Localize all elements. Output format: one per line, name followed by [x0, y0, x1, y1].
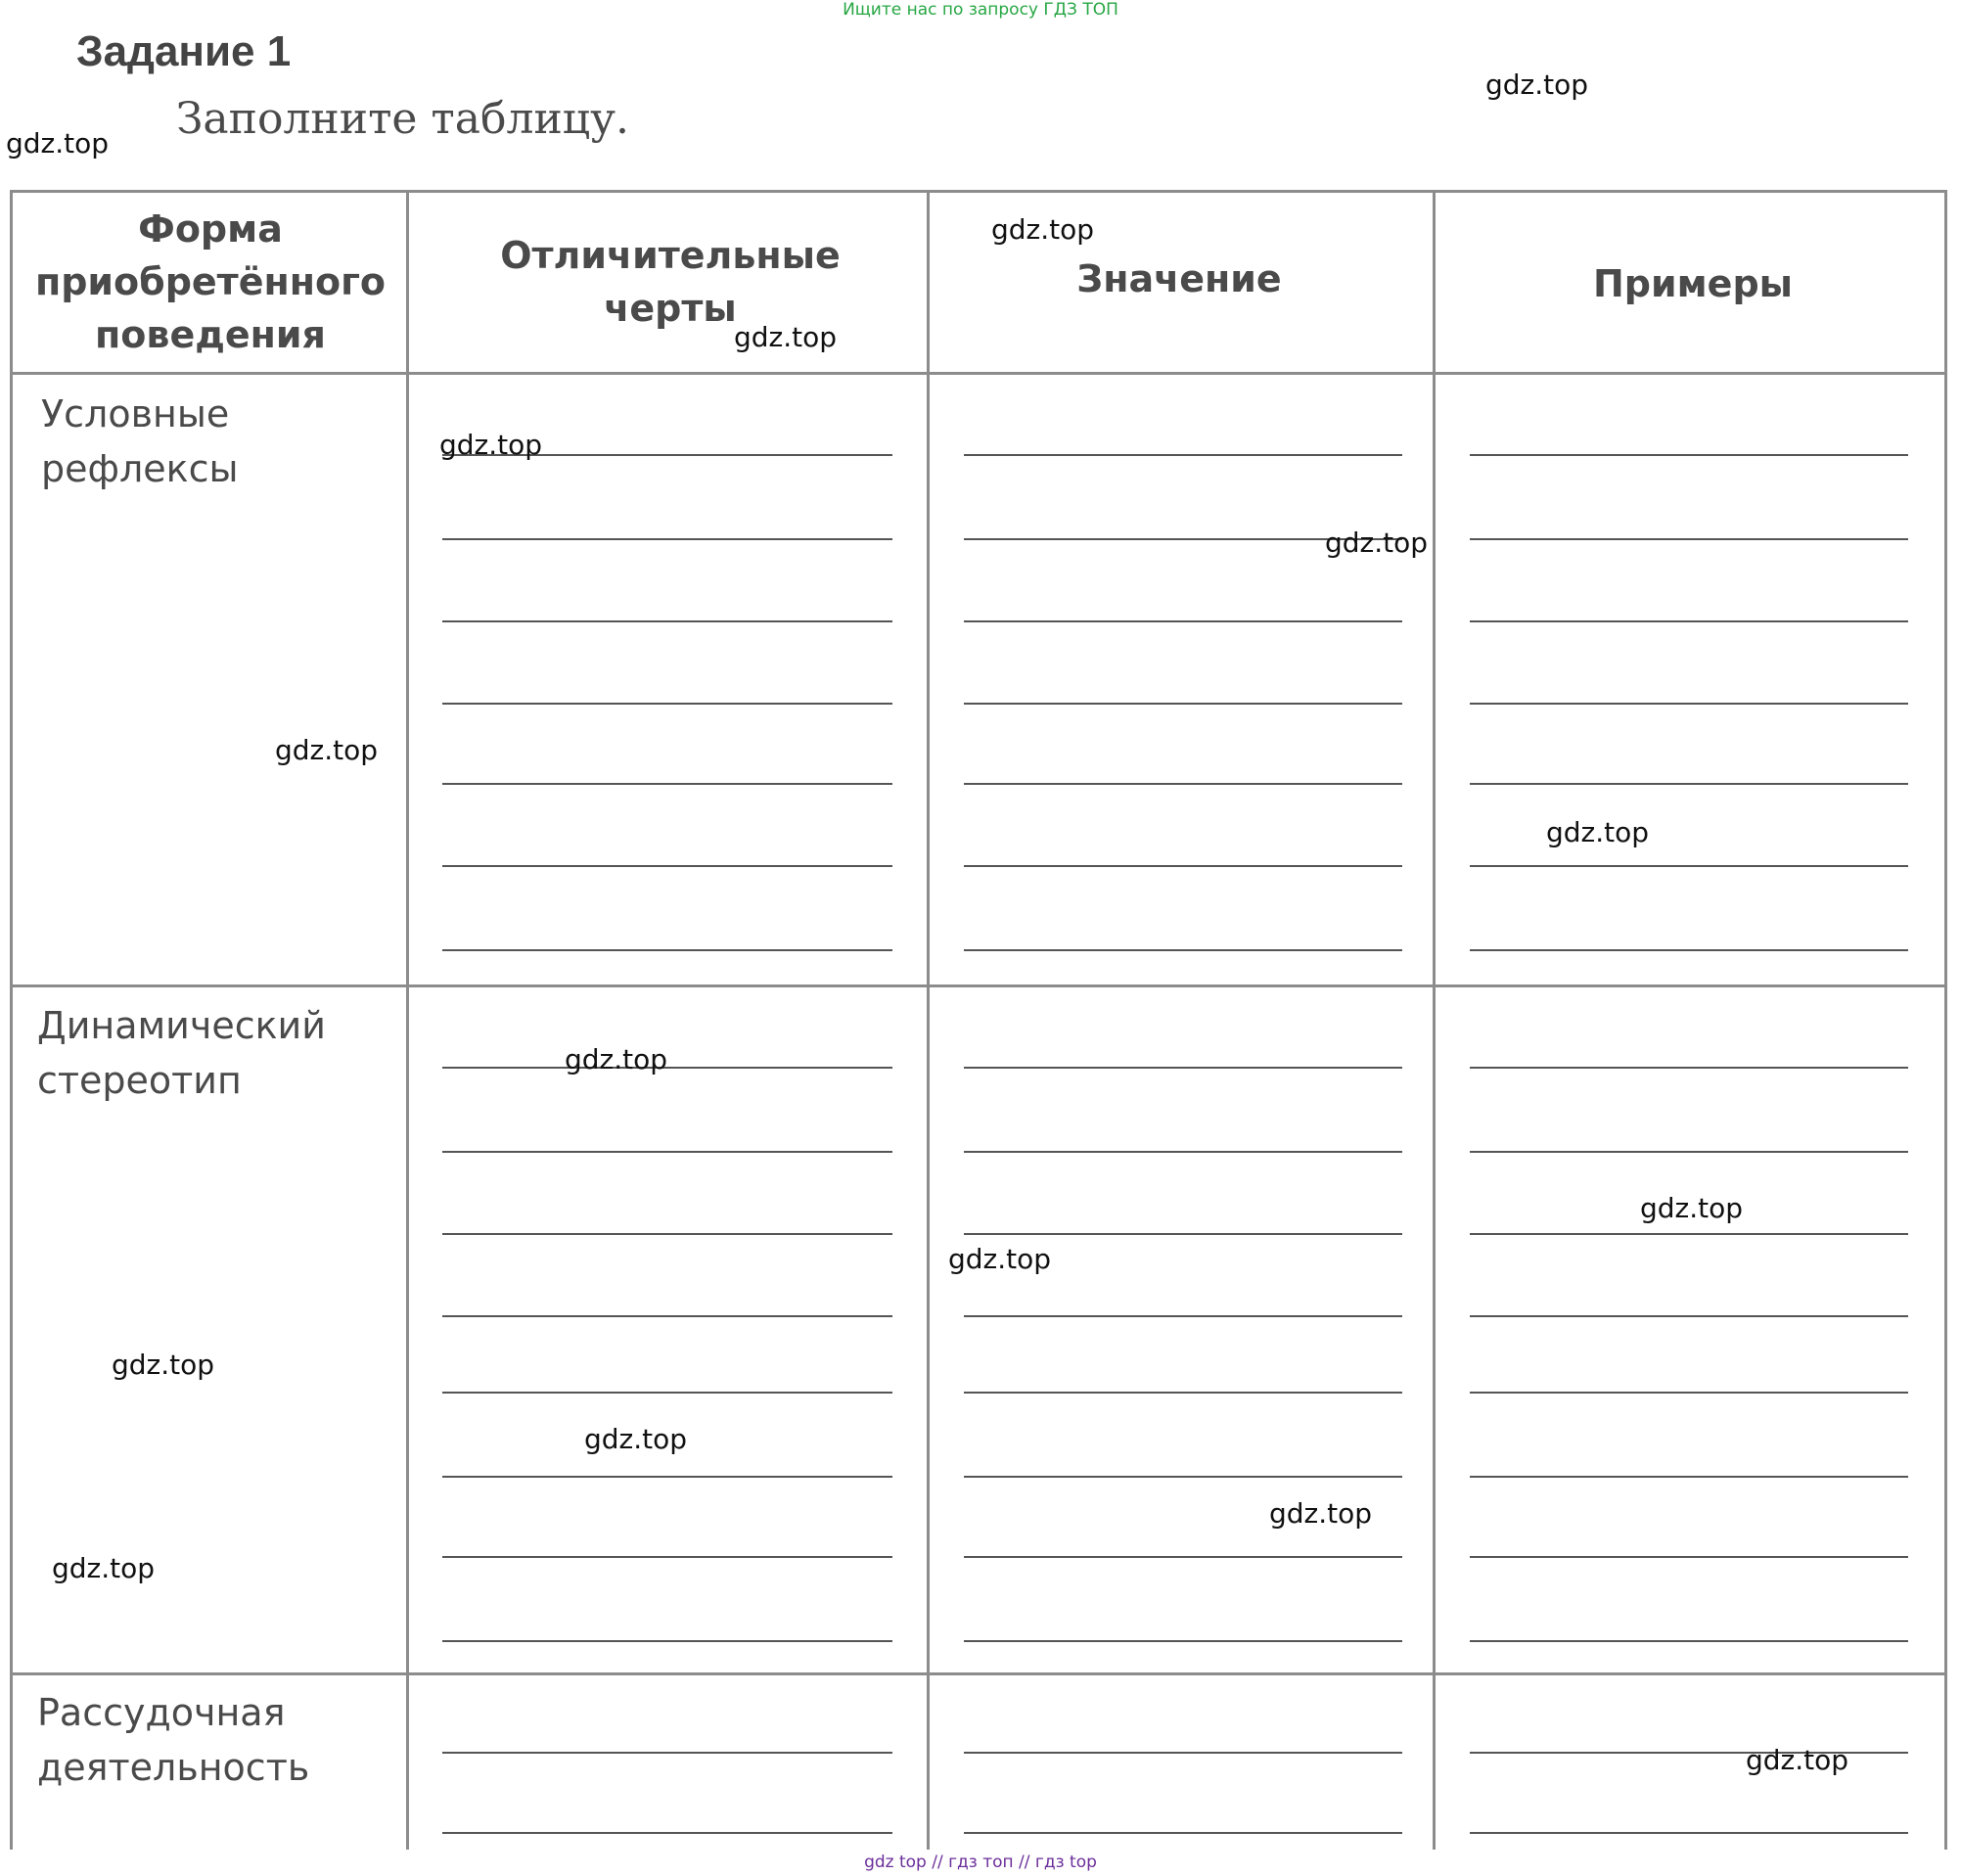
- watermark: gdz.top: [439, 429, 543, 461]
- answer-blank-line[interactable]: [964, 783, 1402, 785]
- answer-blank-line[interactable]: [964, 620, 1402, 622]
- top-banner[interactable]: Ищите нас по запросу ГДЗ ТОП: [843, 0, 1118, 20]
- table-header-divider: [10, 372, 1947, 375]
- table-row-divider: [10, 984, 1947, 987]
- watermark: gdz.top: [1325, 526, 1429, 559]
- answer-blank-line[interactable]: [964, 1556, 1402, 1558]
- answer-blank-line[interactable]: [964, 1315, 1402, 1317]
- footer-links[interactable]: gdz top // гдз топ // гдз top: [864, 1853, 1097, 1872]
- answer-blank-line[interactable]: [442, 620, 892, 622]
- answer-blank-line[interactable]: [964, 1832, 1402, 1834]
- header-features: Отличительные черты: [500, 233, 841, 330]
- answer-blank-line[interactable]: [964, 865, 1402, 867]
- watermark: gdz.top: [6, 127, 110, 160]
- answer-blank-line[interactable]: [1470, 620, 1908, 622]
- answer-blank-line[interactable]: [442, 783, 892, 785]
- answer-blank-line[interactable]: [1470, 1556, 1908, 1558]
- task-title: Задание 1: [76, 27, 292, 75]
- task-instruction: Заполните таблицу.: [176, 94, 629, 144]
- header-form: Форма приобретённого поведения: [34, 206, 387, 356]
- answer-blank-line[interactable]: [442, 1392, 892, 1394]
- answer-blank-line[interactable]: [442, 949, 892, 951]
- watermark: gdz.top: [734, 321, 838, 353]
- answer-blank-line[interactable]: [964, 949, 1402, 951]
- answer-blank-line[interactable]: [1470, 1233, 1908, 1235]
- answer-blank-line[interactable]: [442, 1315, 892, 1317]
- answer-blank-line[interactable]: [442, 1476, 892, 1478]
- answer-blank-line[interactable]: [1470, 1151, 1908, 1153]
- answer-blank-line[interactable]: [964, 703, 1402, 705]
- answer-blank-line[interactable]: [1470, 783, 1908, 785]
- answer-blank-line[interactable]: [964, 1752, 1402, 1754]
- answer-blank-line[interactable]: [442, 1233, 892, 1235]
- answer-blank-line[interactable]: [442, 1151, 892, 1153]
- watermark: gdz.top: [52, 1552, 156, 1584]
- watermark: gdz.top: [1269, 1497, 1373, 1530]
- answer-blank-line[interactable]: [1470, 1832, 1908, 1834]
- watermark: gdz.top: [948, 1243, 1052, 1275]
- watermark: gdz.top: [565, 1043, 668, 1075]
- row-label-dynamic-stereotype: Динамический стереотип: [37, 1004, 326, 1102]
- table-column-divider: [406, 190, 409, 1850]
- watermark: gdz.top: [584, 1423, 688, 1455]
- answer-blank-line[interactable]: [964, 1640, 1402, 1642]
- watermark: gdz.top: [1640, 1192, 1744, 1224]
- watermark: gdz.top: [1746, 1744, 1849, 1776]
- row-label-rational-activity: Рассудочная деятельность: [37, 1691, 310, 1789]
- answer-blank-line[interactable]: [1470, 949, 1908, 951]
- answer-blank-line[interactable]: [1470, 1640, 1908, 1642]
- answer-blank-line[interactable]: [964, 454, 1402, 456]
- header-examples: Примеры: [1592, 262, 1794, 305]
- answer-blank-line[interactable]: [1470, 1315, 1908, 1317]
- answer-blank-line[interactable]: [1470, 865, 1908, 867]
- answer-blank-line[interactable]: [964, 1067, 1402, 1069]
- answer-blank-line[interactable]: [442, 1556, 892, 1558]
- answer-blank-line[interactable]: [1470, 454, 1908, 456]
- answer-blank-line[interactable]: [1470, 1067, 1908, 1069]
- answer-blank-line[interactable]: [442, 1832, 892, 1834]
- answer-blank-line[interactable]: [964, 1151, 1402, 1153]
- answer-blank-line[interactable]: [964, 1392, 1402, 1394]
- answer-blank-line[interactable]: [964, 1233, 1402, 1235]
- answer-blank-line[interactable]: [964, 1476, 1402, 1478]
- answer-blank-line[interactable]: [1470, 1476, 1908, 1478]
- row-label-conditioned-reflexes: Условные рефлексы: [41, 392, 239, 490]
- answer-blank-line[interactable]: [1470, 1392, 1908, 1394]
- answer-blank-line[interactable]: [442, 703, 892, 705]
- watermark: gdz.top: [1546, 816, 1650, 848]
- answer-blank-line[interactable]: [1470, 703, 1908, 705]
- answer-blank-line[interactable]: [1470, 538, 1908, 540]
- answer-blank-line[interactable]: [442, 1752, 892, 1754]
- watermark: gdz.top: [112, 1349, 215, 1381]
- watermark: gdz.top: [275, 734, 379, 766]
- answer-blank-line[interactable]: [442, 538, 892, 540]
- watermark: gdz.top: [991, 213, 1095, 246]
- watermark: gdz.top: [1485, 69, 1589, 101]
- header-meaning: Значение: [1076, 257, 1282, 300]
- table-row-divider: [10, 1672, 1947, 1675]
- answer-blank-line[interactable]: [442, 1640, 892, 1642]
- answer-blank-line[interactable]: [442, 865, 892, 867]
- table-column-divider: [1433, 190, 1436, 1850]
- table-column-divider: [927, 190, 930, 1850]
